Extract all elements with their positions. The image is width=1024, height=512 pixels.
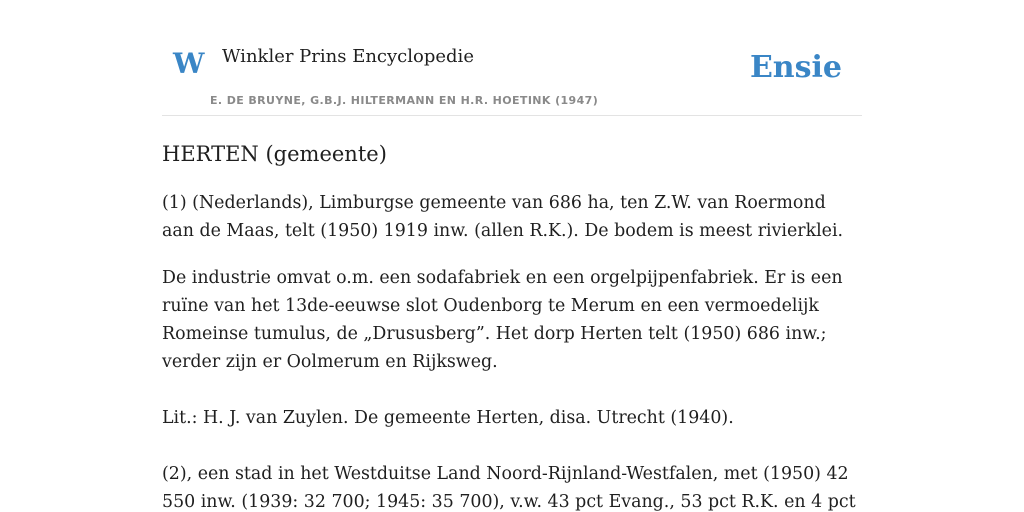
source-title[interactable]: Winkler Prins Encyclopedie: [222, 46, 474, 67]
article-headword: HERTEN (gemeente): [162, 142, 387, 166]
source-header: [162, 0, 862, 116]
article-paragraph: (2), een stad in het Westduitse Land Noord-Rijnland-Westfalen, met (1950) 42 550 inw. (1939: 32 700; 1945: 35 700), v.w. 43 pct Evang., 53 pct R.K. en 4 pct: [162, 464, 856, 512]
article-paragraph: (1) (Nederlands), Limburgse gemeente van 686 ha, ten Z.W. van Roermond aan de Maas, telt (1950) 1919 inw. (allen R.K.). De bodem is meest rivierklei.: [162, 193, 844, 241]
source-logo[interactable]: W: [173, 47, 205, 80]
article-paragraph: De industrie omvat o.m. een sodafabriek en een orgelpijpenfabriek. Er is een ruïne van het 13de-eeuwse slot Oudenborg te Merum en een vermoedelijk Romeinse tumulus, de „Drususberg”. Het dorp Herten telt (1950) 686 inw.; verder zijn er Oolmerum en Rijksweg.: [162, 268, 843, 372]
article-literature: Lit.: H. J. van Zuylen. De gemeente Herten, disa. Utrecht (1940).: [162, 408, 734, 428]
ensie-logo[interactable]: Ensie: [749, 50, 842, 85]
source-authors: E. DE BRUYNE, G.B.J. HILTERMANN EN H.R. HOETINK (1947): [210, 94, 599, 107]
article-body: [162, 139, 862, 512]
